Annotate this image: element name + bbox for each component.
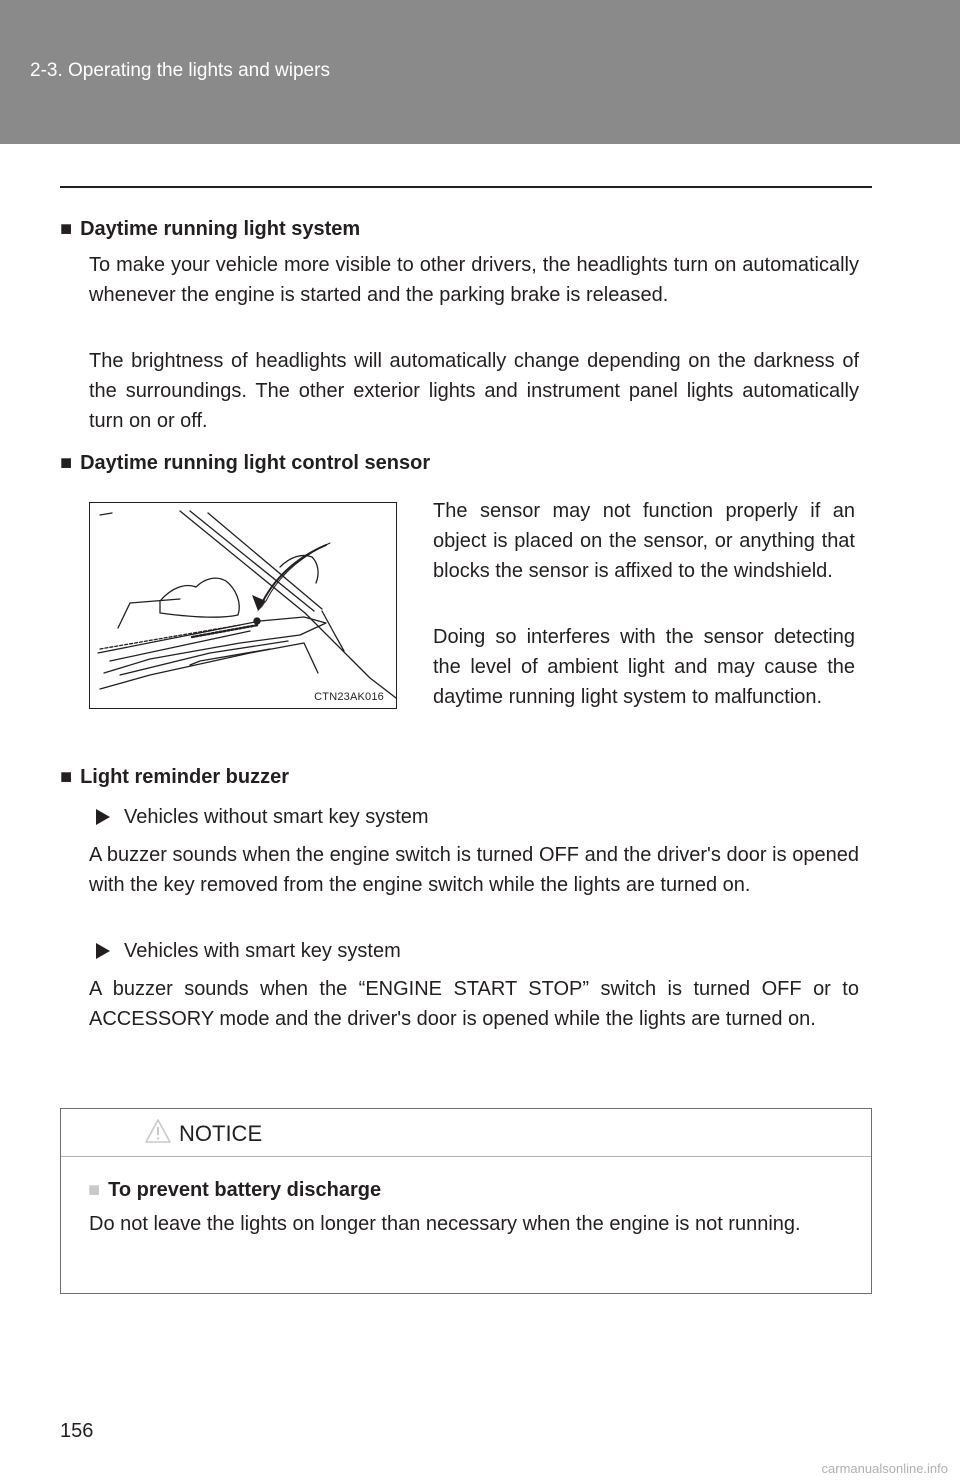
triangle-bullet-icon [96, 809, 110, 825]
watermark-text: carmanualsonline.info [821, 1461, 948, 1476]
paragraph: The sensor may not function properly if an object is placed on the sensor, or anything that blocks the sensor is affixed to the windshield. [433, 500, 855, 582]
heading-text: Daytime running light control sensor [80, 452, 431, 474]
paragraph: Doing so interferes with the sensor detecting the level of ambient light and may cause the daytime running light system to malfunction. [433, 626, 855, 708]
section-title: 2-3. Operating the lights and wipers [30, 60, 330, 81]
triangle-bullet-icon [96, 943, 110, 959]
notice-text: Do not leave the lights on longer than necessary when the engine is not running. [89, 1213, 801, 1235]
header-divider [60, 186, 872, 188]
item-label-text: Vehicles with smart key system [124, 940, 401, 962]
paragraph: A buzzer sounds when the engine switch is turned OFF and the driver's door is opened with the key removed from the engine switch while the lights are turned on. [89, 844, 859, 896]
paragraph: The brightness of headlights will automatically change depending on the darkness of the surroundings. The other exterior lights and instrument panel lights automatically turn on or off. [89, 350, 859, 432]
sensor-illustration [89, 502, 397, 709]
windshield-sensor-drawing [90, 503, 396, 708]
figure-code-label: CTN23AK016 [314, 691, 384, 703]
heading-light-reminder-buzzer [60, 762, 289, 792]
list-item-label [96, 802, 429, 832]
heading-text: To prevent battery discharge [108, 1179, 382, 1201]
notice-box [60, 1108, 872, 1294]
square-bullet-icon: ■ [88, 1179, 101, 1201]
square-bullet-icon: ■ [60, 452, 73, 474]
warning-triangle-icon [145, 1119, 171, 1143]
heading-text: Daytime running light system [80, 218, 361, 240]
paragraph: To make your vehicle more visible to other drivers, the headlights turn on automatically whenever the engine is started and the parking brake is released. [89, 254, 859, 306]
heading-daytime-running-light-control-sensor [60, 448, 430, 478]
square-bullet-icon: ■ [60, 218, 73, 240]
heading-text: Light reminder buzzer [80, 766, 289, 788]
header-band [0, 0, 960, 144]
paragraph: A buzzer sounds when the “ENGINE START STOP” switch is turned OFF or to ACCESSORY mode and the driver's door is opened while the lights are turned on. [89, 978, 859, 1030]
notice-header [61, 1109, 871, 1157]
notice-heading [88, 1175, 381, 1205]
item-label-text: Vehicles without smart key system [124, 806, 429, 828]
page-number: 156 [60, 1420, 94, 1442]
notice-title: NOTICE [179, 1121, 263, 1146]
square-bullet-icon: ■ [60, 766, 73, 788]
heading-daytime-running-light-system [60, 214, 360, 244]
list-item-label [96, 936, 401, 966]
